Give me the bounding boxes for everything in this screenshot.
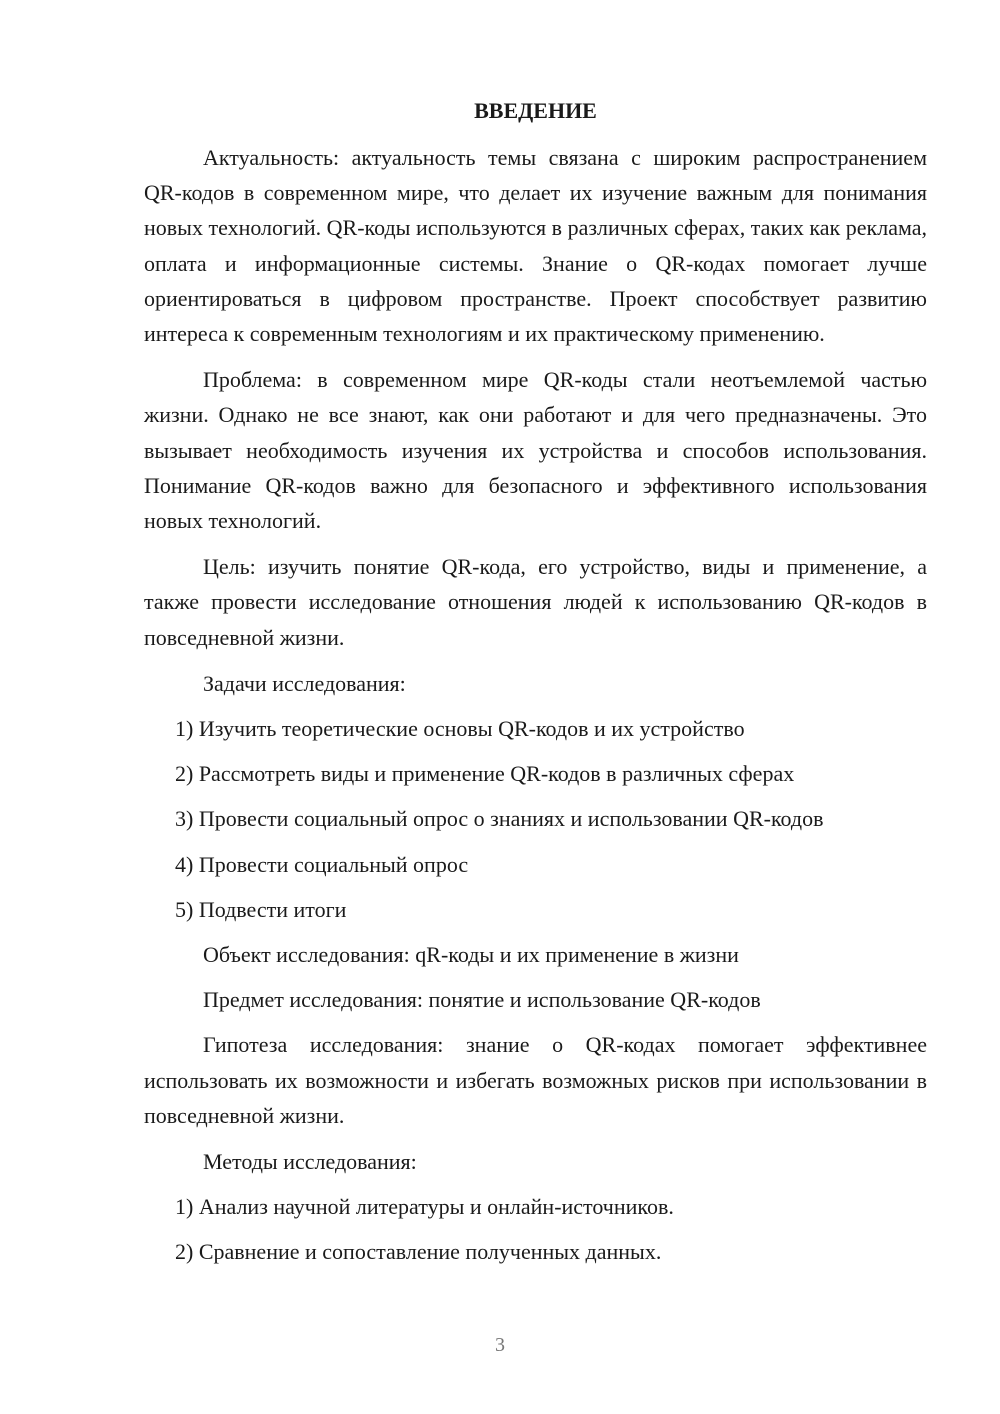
tasks-list: [144, 711, 927, 927]
research-subject: Предмет исследования: понятие и использование QR-кодов: [203, 987, 761, 1013]
task-item: 1) Изучить теоретические основы QR-кодов и их устройство: [175, 716, 745, 742]
problem-paragraph: Проблема: в современном мире QR-коды стали неотъемлемой частью жизни. Однако не все знают, как они работают и для чего предназначены. Это вызывает необходимость изучения их устройства и способов использования. Понимание QR-кодов важно для безопасного и эффективного использования новых технологий.: [144, 367, 927, 534]
document-page: [144, 93, 927, 1280]
section-heading: ВВЕДЕНИЕ: [474, 98, 597, 123]
hypothesis-paragraph: Гипотеза исследования: знание о QR-кодах помогает эффективнее использовать их возможности и избегать возможных рисков при использовании в повседневной жизни.: [144, 1032, 927, 1128]
task-item: 5) Подвести итоги: [175, 896, 347, 922]
page-number: 3: [495, 1334, 505, 1356]
relevance-paragraph: Актуальность: актуальность темы связана с широким распространением QR-кодов в современном мире, что делает их изучение важным для понимания новых технологий. QR-коды используются в различных сферах, таких как реклама, оплата и информационные системы. Знание о QR-кодах помогает лучше ориентироваться в цифровом пространстве. Проект способствует развитию интереса к современным технологиям и их практическому применению.: [144, 145, 927, 347]
method-item: 2) Сравнение и сопоставление полученных данных.: [175, 1239, 662, 1265]
task-item: 4) Провести социальный опрос: [175, 851, 469, 877]
methods-title: Методы исследования:: [203, 1149, 417, 1175]
tasks-title: Задачи исследования:: [203, 670, 406, 696]
methods-list: [144, 1189, 927, 1269]
research-object: Объект исследования: qR-коды и их применение в жизни: [203, 942, 739, 968]
goal-paragraph: Цель: изучить понятие QR-кода, его устройство, виды и применение, а также провести исследование отношения людей к использованию QR-кодов в повседневной жизни.: [144, 554, 927, 650]
task-item: 3) Провести социальный опрос о знаниях и использовании QR-кодов: [175, 806, 824, 832]
task-item: 2) Рассмотреть виды и применение QR-кодов в различных сферах: [175, 761, 795, 787]
method-item: 1) Анализ научной литературы и онлайн-источников.: [175, 1194, 674, 1220]
